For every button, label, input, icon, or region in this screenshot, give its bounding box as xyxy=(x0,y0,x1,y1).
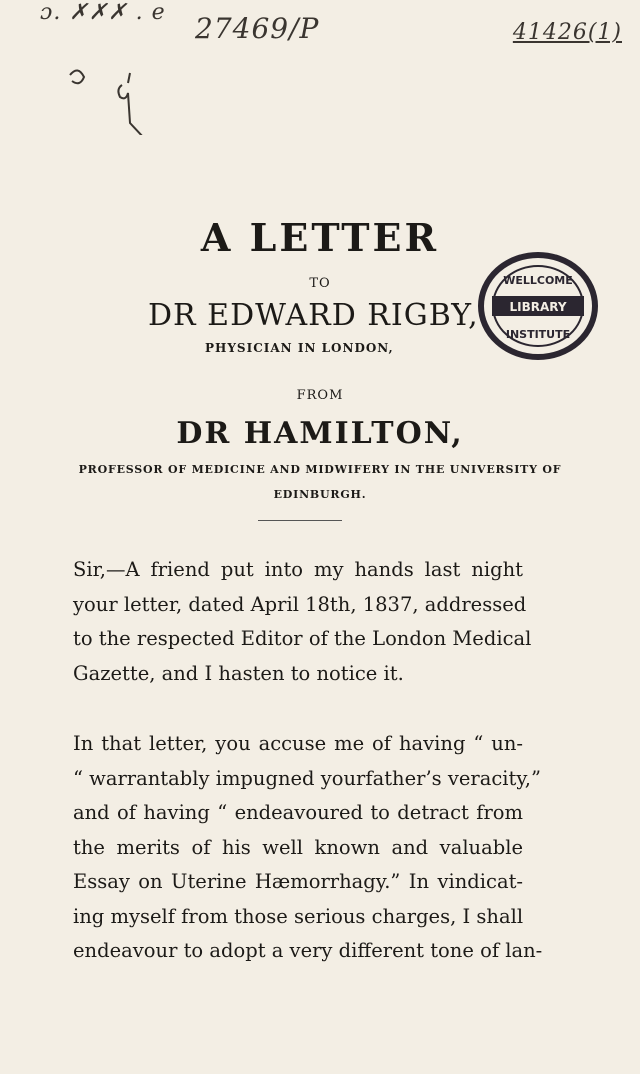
handwritten-marks-icon xyxy=(60,45,180,135)
text-line: Sir,—A friend put into my hands last night xyxy=(73,558,523,581)
recipient-role: PHYSICIAN IN LONDON, xyxy=(205,341,394,355)
text-line: endeavour to adopt a very different tone of lan- xyxy=(73,939,543,962)
recipient-name: DR EDWARD RIGBY, xyxy=(148,298,479,333)
text-line: your letter, dated April 18th, 1837, addressed xyxy=(73,592,527,616)
stamp-bottom-text: INSTITUTE xyxy=(505,328,571,341)
divider-rule xyxy=(258,520,342,521)
paragraph-2 xyxy=(73,727,543,969)
paragraph-1 xyxy=(73,553,532,691)
handwritten-shelfmark: ɔ. ✗✗✗ . e xyxy=(40,0,166,25)
stamp-top-text: WELLCOME xyxy=(503,274,573,287)
text-line: and of having “ endeavoured to detract from xyxy=(73,801,523,824)
text-line: Essay on Uterine Hæmorrhagy.” In vindicat- xyxy=(73,870,523,893)
library-stamp-icon xyxy=(478,252,598,360)
text-line: the merits of his well known and valuable xyxy=(73,835,523,859)
document-title: A LETTER xyxy=(200,215,440,260)
to-label: TO xyxy=(309,276,331,291)
handwritten-accession-number: 41426(1) xyxy=(512,20,622,45)
sender-name: DR HAMILTON, xyxy=(176,416,464,451)
text-line: “ warrantably impugned yourfather’s veracity,” xyxy=(73,766,541,790)
sender-role-line: PROFESSOR OF MEDICINE AND MIDWIFERY IN THE UNIVERSITY OF xyxy=(78,463,562,476)
text-line: ing myself from those serious charges, I shall xyxy=(73,904,524,928)
stamp-middle-text: LIBRARY xyxy=(509,300,567,314)
text-line: to the respected Editor of the London Medical xyxy=(73,627,532,650)
sender-role xyxy=(60,457,580,507)
text-line: In that letter, you accuse me of having “ un- xyxy=(73,732,523,755)
sender-role-line: EDINBURGH. xyxy=(273,488,367,501)
handwritten-catalogue-number: 27469/P xyxy=(195,12,320,45)
text-line: Gazette, and I hasten to notice it. xyxy=(73,661,404,685)
from-label: FROM xyxy=(296,388,344,403)
